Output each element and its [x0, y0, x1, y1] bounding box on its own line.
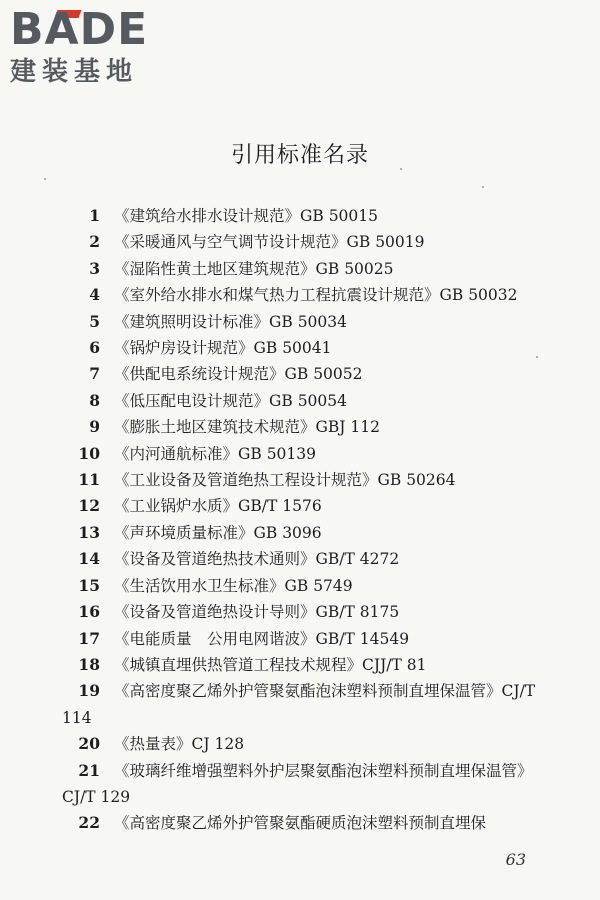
item-number: 22 — [78, 813, 100, 833]
standards-list — [62, 203, 562, 837]
item-number: 21 — [78, 760, 100, 780]
item-text: 《声环境质量标准》GB 3096 — [114, 523, 322, 542]
item-text: 《内河通航标准》GB 50139 — [114, 444, 317, 463]
list-item — [62, 335, 562, 361]
list-item — [62, 229, 562, 255]
item-text: 《城镇直埋供热管道工程技术规程》CJJ/T 81 — [114, 655, 427, 674]
list-item — [62, 678, 562, 731]
item-number: 13 — [78, 522, 100, 542]
list-item — [62, 758, 562, 811]
item-number: 7 — [89, 364, 100, 384]
list-item — [62, 810, 562, 836]
list-item — [62, 388, 562, 414]
list-item — [62, 441, 562, 467]
list-item — [62, 467, 562, 493]
item-number: 9 — [89, 417, 100, 437]
item-text: 《低压配电设计规范》GB 50054 — [114, 391, 348, 410]
list-item — [62, 309, 562, 335]
item-text: 《热量表》CJ 128 — [114, 735, 245, 754]
item-number: 8 — [89, 390, 100, 410]
item-number: 11 — [78, 470, 100, 490]
item-text: 《膨胀土地区建筑技术规范》GBJ 112 — [114, 418, 380, 437]
list-item — [62, 282, 562, 308]
item-text: 《湿陷性黄土地区建筑规范》GB 50025 — [114, 259, 394, 278]
list-item — [62, 361, 562, 387]
item-number: 15 — [78, 575, 100, 595]
item-text: 《设备及管道绝热技术通则》GB/T 4272 — [114, 550, 400, 569]
item-number: 6 — [89, 338, 100, 358]
item-text: 《室外给水排水和煤气热力工程抗震设计规范》GB 50032 — [114, 286, 518, 305]
item-number: 1 — [89, 206, 100, 225]
list-item — [62, 573, 562, 599]
item-number: 2 — [89, 232, 100, 252]
item-number: 19 — [78, 681, 100, 701]
scan-speck — [536, 356, 538, 358]
item-text: 《供配电系统设计规范》GB 50052 — [114, 365, 363, 384]
page-title: 引用标准名录 — [230, 143, 369, 168]
item-text: 《采暖通风与空气调节设计规范》GB 50019 — [114, 233, 425, 252]
list-item — [62, 731, 562, 757]
item-number: 4 — [89, 285, 100, 305]
item-number: 10 — [78, 443, 100, 463]
list-item — [62, 414, 562, 440]
list-item — [62, 652, 562, 678]
scan-speck — [400, 168, 402, 170]
list-item — [62, 546, 562, 572]
list-item — [62, 520, 562, 546]
scan-speck — [482, 186, 484, 188]
item-number: 5 — [89, 311, 100, 331]
item-number: 14 — [78, 549, 100, 569]
item-number: 3 — [89, 258, 100, 278]
logo-subtitle: 建装基地 — [10, 57, 139, 87]
list-item — [62, 599, 562, 625]
item-number: 20 — [78, 734, 100, 754]
item-number: 16 — [78, 602, 100, 622]
item-text: 《建筑给水排水设计规范》GB 50015 — [114, 207, 379, 225]
item-text: 《高密度聚乙烯外护管聚氨酯硬质泡沫塑料预制直埋保 — [114, 814, 487, 833]
list-item — [62, 493, 562, 519]
item-text: 《锅炉房设计规范》GB 50041 — [114, 339, 332, 358]
item-number: 12 — [78, 496, 100, 516]
item-text: 《设备及管道绝热设计导则》GB/T 8175 — [114, 603, 400, 622]
brand-logo — [10, 6, 180, 90]
list-item — [62, 626, 562, 652]
page-number: 63 — [505, 850, 526, 869]
logo-brand-text: BADE — [10, 4, 149, 55]
item-text: 《玻璃纤维增强塑料外护层聚氨酯泡沫塑料预制直埋保温管》CJ/T 129 — [62, 761, 533, 806]
list-item — [62, 256, 562, 282]
item-text: 《生活饮用水卫生标准》GB 5749 — [114, 576, 353, 595]
scan-speck — [44, 178, 46, 180]
item-text: 《高密度聚乙烯外护管聚氨酯泡沫塑料预制直埋保温管》CJ/T 114 — [62, 682, 536, 727]
item-number: 17 — [78, 628, 100, 648]
item-text: 《工业设备及管道绝热工程设计规范》GB 50264 — [114, 471, 456, 490]
item-text: 《工业锅炉水质》GB/T 1576 — [114, 497, 322, 516]
item-number: 18 — [78, 654, 100, 674]
item-text: 《建筑照明设计标准》GB 50034 — [114, 312, 348, 331]
item-text: 《电能质量 公用电网谐波》GB/T 14549 — [114, 629, 410, 648]
list-item — [62, 203, 562, 229]
